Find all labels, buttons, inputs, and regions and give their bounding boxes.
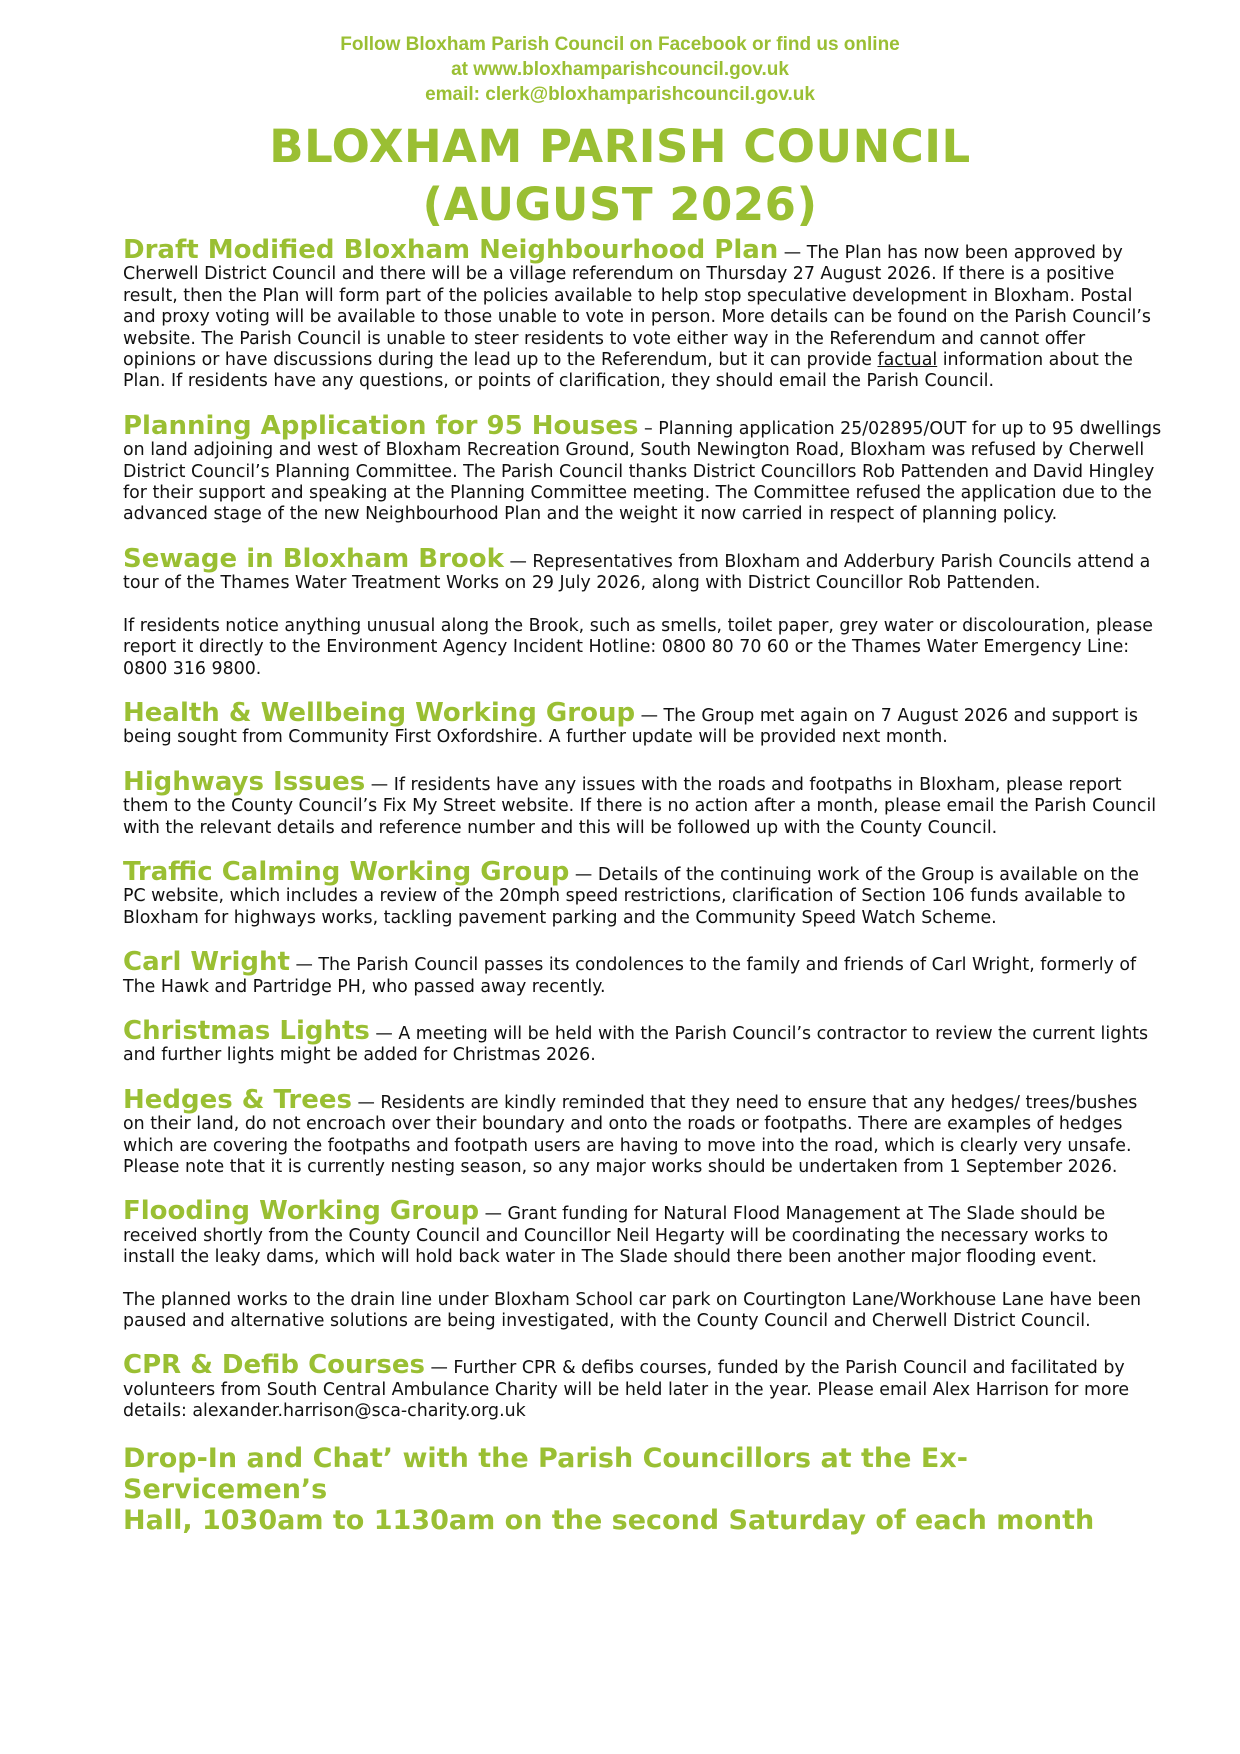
section-heading: Carl Wright xyxy=(123,947,290,978)
section-body: — The Plan has now been approved by Cherwell District Council and there will be a village referendum on Thursday 27 August 2026. If there is a positive result, then the Plan will form part of the policies available to help stop speculative development in Bloxham. Postal and proxy voting will be available to those unable to vote in person. More details can be found on the Parish Council’s website. The Parish Council is unable to steer residents to vote either way in the Referendum and cannot offer opinions or have discussions during the lead up to the Referendum, but it can provide xyxy=(123,243,1151,371)
section-body: — A meeting will be held with the Parish Council’s contractor to review the current lights and further lights might be added for Christmas 2026. xyxy=(123,1023,1149,1066)
drop-in-notice xyxy=(123,1443,1163,1536)
section-body: — The Parish Council passes its condolences to the family and friends of Carl Wright, formerly of The Hawk and Partridge PH, who passed away recently. xyxy=(123,955,1137,997)
page-title xyxy=(0,118,1240,234)
section-heading: Flooding Working Group xyxy=(123,1196,480,1227)
section-traffic-calming xyxy=(123,856,1163,929)
section-heading: Christmas Lights xyxy=(123,1015,370,1046)
contact-line-website: at www.bloxhamparishcouncil.gov.uk xyxy=(451,59,789,80)
section-body: — Further CPR & defibs courses, funded by the Parish Council and facilitated by volunteers from South Central Ambulance Charity will be held later in the year. Please email Alex Harrison for more details: alexander.harrison@sca-charity.org.uk xyxy=(123,1358,1130,1422)
section-body-emphasis: factual xyxy=(877,350,938,371)
section-heading: Planning Application for 95 Houses xyxy=(123,410,639,441)
section-neighbourhood-plan xyxy=(123,237,1163,393)
section-heading: Highways Issues xyxy=(123,766,366,797)
section-heading: Draft Modified Bloxham Neighbourhood Plan xyxy=(123,235,779,265)
newsletter-content xyxy=(123,237,1163,1536)
section-flooding xyxy=(123,1198,1163,1332)
section-body: — Details of the continuing work of the Group is available on the PC website, which includes a review of the 20mph speed restrictions, clarification of Section 106 funds available to Bloxham for highways works, tackling pavement parking and the Community Speed Watch Scheme. xyxy=(123,864,1139,928)
drop-in-line-1: Drop-In and Chat’ with the Parish Councillors at the Ex-Servicemen’s xyxy=(123,1442,968,1505)
contact-line-email: email: clerk@bloxhamparishcouncil.gov.uk xyxy=(425,84,815,105)
section-body-end: information about the Plan. If residents have any questions, or points of clarification, they should email the Parish Council. xyxy=(123,350,1133,392)
section-body-paragraph-2: The planned works to the drain line under Bloxham School car park on Courtington Lane/Workhouse Lane have been paused and alternative solutions are being investigated, with the County Council and Cherwell District Council. xyxy=(123,1289,1141,1332)
section-highways xyxy=(123,766,1163,839)
section-heading: Health & Wellbeing Working Group xyxy=(123,697,636,728)
section-heading: Traffic Calming Working Group xyxy=(123,856,570,887)
section-health-wellbeing xyxy=(123,697,1163,749)
section-sewage xyxy=(123,543,1163,680)
section-christmas-lights xyxy=(123,1015,1163,1067)
section-body: — Grant funding for Natural Flood Management at The Slade should be received shortly from the County Council and Councillor Neil Hegarty will be coordinating the necessary works to install the leaky dams, which will hold back water in The Slade should there been another major flooding event. xyxy=(123,1204,1109,1268)
section-heading: CPR & Defib Courses xyxy=(123,1350,425,1381)
section-body: — If residents have any issues with the roads and footpaths in Bloxham, please report them to the County Council’s Fix My Street website. If there is no action after a month, please email the Parish Council with the relevant details and reference number and this will be followed up with the County Council. xyxy=(123,774,1157,838)
section-heading: Hedges & Trees xyxy=(123,1084,352,1115)
section-cpr-defib xyxy=(123,1352,1163,1422)
drop-in-line-2: Hall, 1030am to 1130am on the second Saturday of each month xyxy=(123,1504,1095,1536)
section-body: — Representatives from Bloxham and Adderbury Parish Councils attend a tour of the Thames Water Treatment Works on 29 July 2026, along with District Councillor Rob Pattenden. xyxy=(123,551,1151,594)
section-body: — The Group met again on 7 August 2026 and support is being sought from Community First Oxfordshire. A further update will be provided next month. xyxy=(123,705,1138,748)
section-body: – Planning application 25/02895/OUT for up to 95 dwellings on land adjoining and west of Bloxham Recreation Ground, South Newington Road, Bloxham was refused by Cherwell District Council’s Planning Committee. The Parish Council thanks District Councillors Rob Pattenden and David Hingley for their support and speaking at the Planning Committee meeting. The Committee refused the application due to the advanced stage of the new Neighbourhood Plan and the weight it now carried in respect of planning policy. xyxy=(123,418,1162,525)
title-month: (AUGUST 2026) xyxy=(422,178,818,231)
title-council-name: BLOXHAM PARISH COUNCIL xyxy=(269,120,971,173)
section-carl-wright xyxy=(123,949,1163,998)
section-body: — Residents are kindly reminded that they need to ensure that any hedges/ trees/bushes on their land, do not encroach over their boundary and onto the roads or footpaths. There are examples of hedges which are covering the footpaths and footpath users are having to move into the road, which is clearly very unsafe. Please note that it is currently nesting season, so any major works should be undertaken from 1 September 2026. xyxy=(123,1092,1138,1177)
section-heading: Sewage in Bloxham Brook xyxy=(123,543,504,574)
section-planning-application xyxy=(123,410,1163,526)
section-body-paragraph-2: If residents notice anything unusual along the Brook, such as smells, toilet paper, grey water or discolouration, please report it directly to the Environment Agency Incident Hotline: 0800 80 70 60 or the Thames Water Emergency Line: 0800 316 9800. xyxy=(123,615,1153,679)
section-hedges-trees xyxy=(123,1084,1163,1179)
contact-header xyxy=(0,32,1240,107)
contact-line-facebook: Follow Bloxham Parish Council on Facebook or find us online xyxy=(340,34,900,55)
